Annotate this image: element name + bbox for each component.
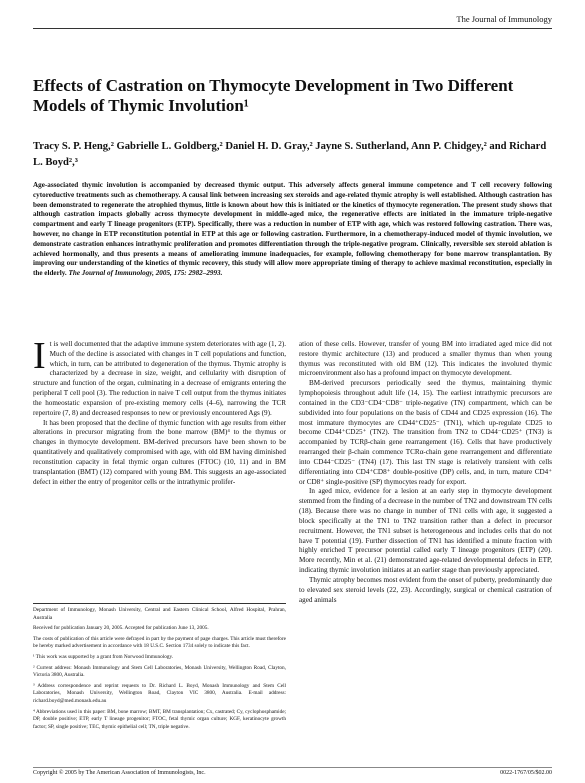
copyright-notice: Copyright © 2005 by The American Association of Immunologists, Inc. — [33, 770, 206, 776]
footnote-2: ² Current address: Monash Immunology and Stem Cell Laboratories, Monash University, Wellington Road, Clayton, Victoria 3800, Australia. — [33, 664, 286, 679]
right-paragraph-4: Thymic atrophy becomes most evident from the onset of puberty, predominantly due to elevated sex steroid levels (22, 23). Accordingly, surgical or chemical castration of aged animals — [299, 575, 552, 604]
intro-paragraph-2: It has been proposed that the decline of thymic function with age results from either alterations in precursor migrating from the bone marrow (BM)⁴ to the thymus or changes in thymocyte development. BM-derived precursors have been shown to be quantitatively and qualitatively compromised with age, with old BM having diminished reconstitution capacity in fetal thymic organ cultures (FTOC) (10, 11) and in BM transplantation (BMT) (12) compared with young BM. This suggests an age-associated defect in either the entry of progenitor cells or the intrathymic prolifer- — [33, 418, 286, 486]
body-column-right — [299, 340, 552, 605]
drop-cap: I — [33, 335, 46, 377]
abstract-citation: The Journal of Immunology, 2005, 175: 2982–2993. — [68, 269, 223, 278]
footnote-costs: The costs of publication of this article were defrayed in part by the payment of page charges. This article must therefore be hereby marked advertisement in accordance with 18 U.S.C. Section 1734 solely to indicate this fact. — [33, 635, 286, 650]
footer-rule — [33, 767, 552, 768]
right-paragraph-1: ation of these cells. However, transfer of young BM into irradiated aged mice did not restore thymic architecture (13) and produced a smaller thymus than when young thymus was reconstituted with old BM (12). This indicates the involuted thymic microenvironment also has a profound impact on thymocyte development. — [299, 340, 552, 378]
footnote-1: ¹ This work was supported by a grant from Norwood Immunology. — [33, 654, 174, 661]
header-rule — [33, 28, 552, 29]
footnote-3: ³ Address correspondence and reprint requests to Dr. Richard L. Boyd, Monash Immunology and Stem Cell Laboratories, Monash University, Wellington Road, Clayton VIC 3800, Australia. E-mail address: richard.boyd@med.monash.edu.au — [33, 682, 286, 705]
body-column-left — [33, 335, 286, 487]
footnote-received: Received for publication January 20, 2005. Accepted for publication June 13, 2005. — [33, 625, 209, 632]
footnote-affiliation: Department of Immunology, Monash University, Central and Eastern Clinical School, Alfred Hospital, Prahran, Australia — [33, 607, 286, 621]
journal-header: The Journal of Immunology — [456, 14, 552, 24]
abstract — [33, 181, 552, 279]
footnotes — [33, 603, 286, 735]
abstract-text: Age-associated thymic involution is accompanied by decreased thymic output. This adversely affects general immune competence and T cell recovery following cytoreductive treatments such as chemotherapy. A causal link between increasing sex steroids and age-related thymic atrophy is well established. Although castration has been demonstrated to regenerate the atrophied thymus, little is known about how this is initiated or the kinetics of thymocyte regeneration. The present study shows that although castration impacts globally across thymocyte development in middle-aged mice, the regenerative effects are initiated in the immature triple-negative compartment and early T lineage progenitors (ETP). Specifically, there was a reduction in number of ETP with age, which was restored following castration. There was, however, no change in ETP reconstitution potential in ETP at this age or following castration. Furthermore, in a chemotherapy-induced model of thymic involution, we demonstrate castration enhances intrathymic proliferation and promotes differentiation through the triple-negative program. Clinically, reversible sex steroid ablation is achieved hormonally, and thus presents a means of ameliorating immune inadequacies, for example, following chemotherapy for bone marrow transplantation. By improving our understanding of the kinetics of thymic recovery, this study will allow more appropriate timing of therapy to achieve maximal reconstitution, especially in the elderly. — [33, 181, 552, 278]
right-paragraph-3: In aged mice, evidence for a lesion at an early step in thymocyte development stemmed from the finding of a decrease in the number of TN2 and downstream TN cells (18). Because there was no change in number of TN1 cells with age, it suggested a block specifically at the TN1 to TN2 transition rather than a defect in precursor recruitment. However, the TN1 subset is heterogeneous and includes cells that do not have T potential (19). Further dissection of TN1 has identified a minute fraction with highly enriched T precursor potential called early T lineage progenitors (ETP) (20). More recently, Min et al. (21) demonstrated age-related developmental defects in ETP, indicating thymic involution initiates at an earlier stage than previously appreciated. — [299, 487, 552, 575]
right-paragraph-2: BM-derived precursors periodically seed the thymus, maintaining thymic lymphopoiesis throughout adult life (14, 15). The earliest intrathymic precursors are contained in the CD3⁻CD4⁻CD8⁻ triple-negative (TN) compartment, which can be subdivided into four populations on the basis of CD44 and CD25 expression (16). The most immature thymocytes are CD44⁺CD25⁻ (TN1), which up-regulate CD25 to become CD44⁺CD25⁺ (TN2). The transition from TN2 to CD44⁻CD25⁺ (TN3) is accompanied by TCRβ-chain gene rearrangement (16). Cells that have productively rearranged their β-chain commence TCRα-chain gene rearrangement and differentiate into CD44⁻CD25⁻ (TN4) (17). This last TN stage is relatively transient with cells differentiating into CD4⁺CD8⁺ double-positive (DP) cells, and, in turn, mature CD4⁺ or CD8⁺ single-positive (SP) thymocytes ready for export. — [299, 379, 552, 486]
author-list: Tracy S. P. Heng,² Gabrielle L. Goldberg,² Daniel H. D. Gray,² Jayne S. Sutherland, Ann P. Chidgey,² and Richard L. Boyd²,³ — [33, 141, 547, 168]
footnote-4: ⁴ Abbreviations used in this paper: BM, bone marrow; BMT, BM transplantation; Cx, castrated; Cy, cyclophosphamide; DP, double positive; ETP, early T lineage progenitor; FTOC, fetal thymic organ culture; KGF, keratinocyte growth factor; SP, single positive; TEC, thymic epithelial cell; TN, triple negative. — [33, 708, 286, 730]
article-title: Effects of Castration on Thymocyte Development in Two Different Models of Thymic Involution¹ — [33, 76, 514, 116]
issn-code: 0022-1767/05/$02.00 — [500, 770, 552, 776]
intro-paragraph-1-text: t is well documented that the adaptive immune system deteriorates with age (1, 2). Much of the decline is associated with changes in T cell populations and function, which, in turn, can be attributed to degeneration of the thymus. Thymic atrophy is characterized by a decrease in size, weight, and cellularity with disruption of structure and function of the organ, culminating in a decrease of emigrants entering the peripheral T cell pool (3). The reduction in naive T cell output from the thymus initiates the homeostatic expansion of pre-existing memory cells (4–6), narrowing the TCR repertoire (7, 8) and decreased responses to new or previously encountered Ags (9). — [33, 340, 286, 417]
intro-paragraph-1 — [33, 335, 286, 419]
